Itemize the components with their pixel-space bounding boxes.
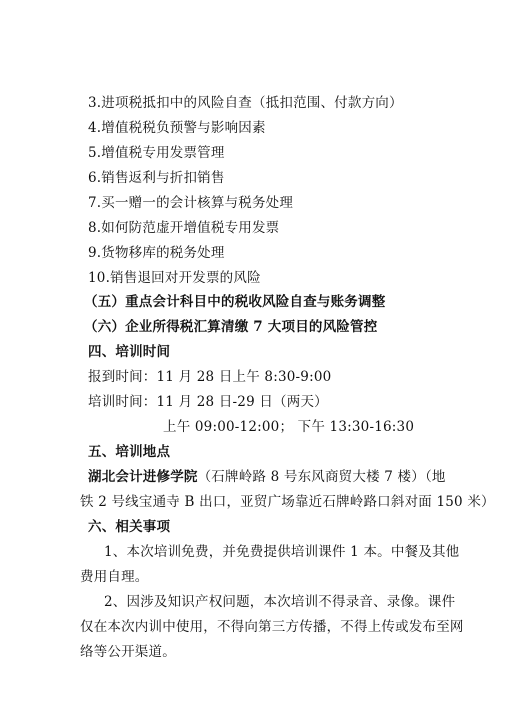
list-item-7: 7.买一赠一的会计核算与税务处理 [88, 195, 294, 211]
matter-2-line-3: 络等公开渠道。 [80, 644, 176, 660]
venue-line-1 [88, 468, 446, 486]
checkin-time: 报到时间：11 月 28 日上午 8:30-9:00 [88, 369, 332, 385]
list-item-9: 9.货物移库的税务处理 [88, 245, 225, 261]
venue-address-part-1: （石牌岭路 8 号东风商贸大楼 7 楼）（地 [197, 469, 446, 485]
session-times: 上午 09:00-12:00； 下午 13:30-16:30 [163, 419, 415, 435]
venue-name: 湖北会计进修学院 [88, 469, 198, 485]
matter-2-line-2: 仅在本次内训中使用，不得向第三方传播，不得上传或发布至网 [80, 619, 464, 635]
heading-training-time: 四、培训时间 [88, 344, 171, 360]
list-item-3: 3.进项税抵扣中的风险自查（抵扣范围、付款方向） [88, 95, 403, 111]
matter-1-line-2: 费用自理。 [80, 569, 149, 585]
heading-related-matters: 六、相关事项 [88, 519, 171, 535]
section-heading-six: （六）企业所得税汇算清缴 7 大项目的风险管控 [84, 319, 378, 335]
section-heading-five: （五）重点会计科目中的税收风险自查与账务调整 [84, 294, 386, 310]
list-item-6: 6.销售返利与折扣销售 [88, 170, 225, 186]
list-item-4: 4.增值税税负预警与影响因素 [88, 120, 266, 136]
heading-training-place: 五、培训地点 [88, 444, 171, 460]
matter-1-line-1: 1、本次培训免费，并免费提供培训课件 1 本。中餐及其他 [104, 544, 460, 560]
list-item-10: 10.销售退回对开发票的风险 [88, 270, 261, 286]
matter-2-line-1: 2、因涉及知识产权问题，本次培训不得录音、录像。课件 [104, 594, 456, 610]
list-item-8: 8.如何防范虚开增值税专用发票 [88, 220, 280, 236]
list-item-5: 5.增值税专用发票管理 [88, 145, 225, 161]
training-dates: 培训时间：11 月 28 日-29 日（两天） [88, 394, 328, 410]
venue-address-part-2: 铁 2 号线宝通寺 B 出口，亚贸广场靠近石牌岭路口斜对面 150 米） [80, 494, 495, 510]
